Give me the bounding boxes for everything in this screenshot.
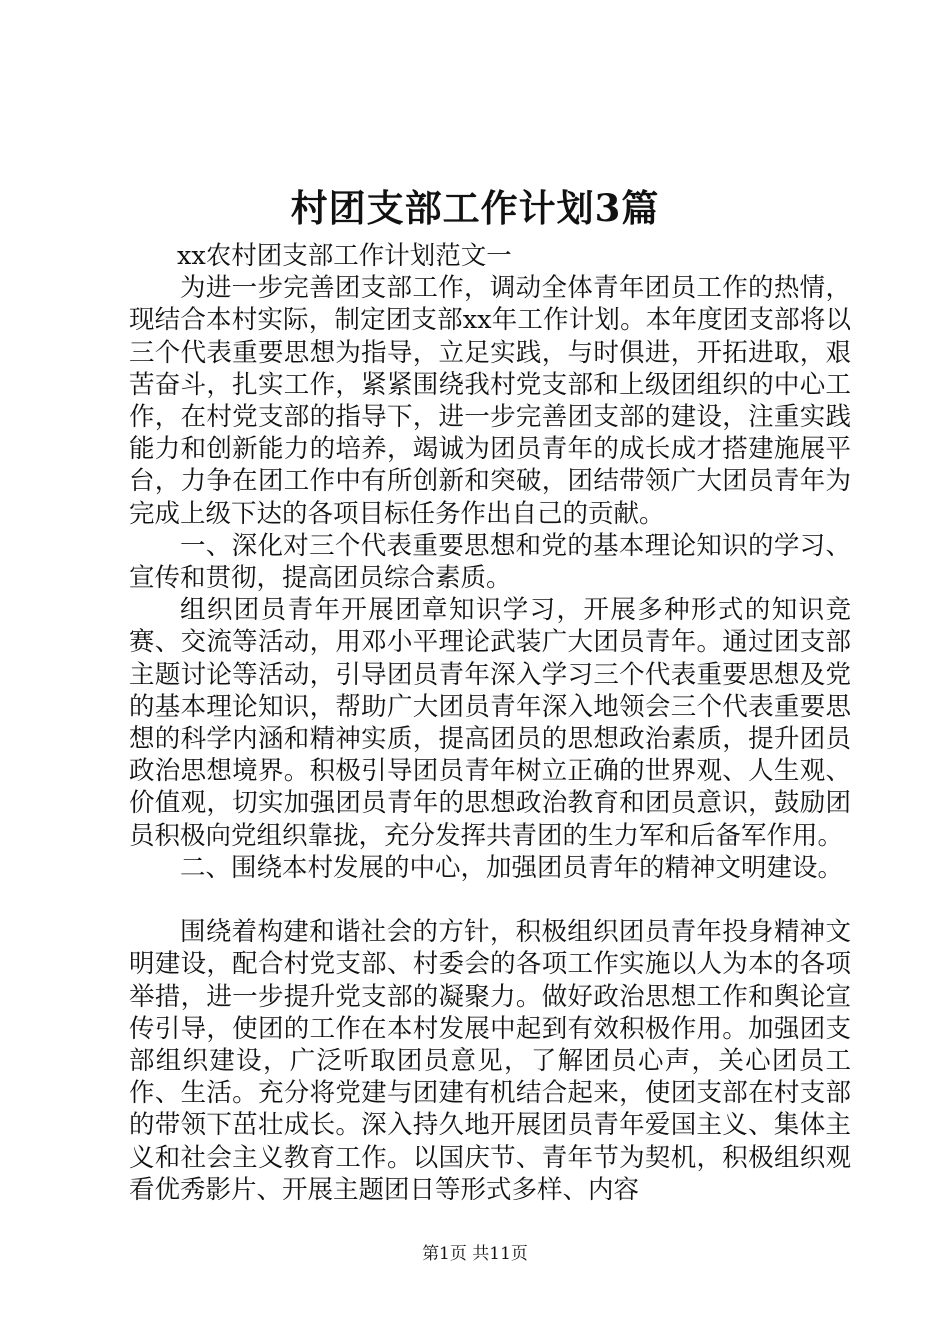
document-subtitle: xx农村团支部工作计划范文一 [177, 241, 512, 271]
paragraph-section-2: 围绕着构建和谐社会的方针，积极组织团员青年投身精神文明建设，配合村党支部、村委会的各项工作实施以人为本的各项举措，进一步提升党支部的凝聚力。做好政治思想工作和舆论宣传引导，使团的工作在本村发展中起到有效积极作用。加强团支部组织建设，广泛听取团员意见，了解团员心声，关心团员工作、生活。充分将党建与团建有机结合起来，使团支部在村支部的带领下茁壮成长。深入持久地开展团员青年爱国主义、集体主义和社会主义教育工作。以国庆节、青年节为契机，积极组织观看优秀影片、开展主题团日等形式多样、内容 [129, 917, 851, 1205]
paragraph-spacer [129, 884, 851, 916]
section-heading-1: 一、深化对三个代表重要思想和党的基本理论知识的学习、宣传和贯彻，提高团员综合素质。 [129, 530, 851, 594]
section-heading-2: 二、围绕本村发展的中心，加强团员青年的精神文明建设。 [180, 852, 844, 883]
document-body [129, 240, 851, 1206]
paragraph-section-1: 组织团员青年开展团章知识学习，开展多种形式的知识竞赛、交流等活动，用邓小平理论武装广大团员青年。通过团支部主题讨论等活动，引导团员青年深入学习三个代表重要思想及党的基本理论知识，帮助广大团员青年深入地领会三个代表重要思想的科学内涵和精神实质，提高团员的思想政治素质，提升团员政治思想境界。积极引导团员青年树立正确的世界观、人生观、价值观，切实加强团员青年的思想政治教育和团员意识，鼓励团员积极向党组织靠拢，充分发挥共青团的生力军和后备军作用。 [129, 595, 851, 851]
paragraph-intro: 为进一步完善团支部工作，调动全体青年团员工作的热情，现结合本村实际，制定团支部xx年工作计划。本年度团支部将以三个代表重要思想为指导，立足实践，与时俱进，开拓进取，艰苦奋斗，扎实工作，紧紧围绕我村党支部和上级团组织的中心工作，在村党支部的指导下，进一步完善团支部的建设，注重实践能力和创新能力的培养，竭诚为团员青年的成长成才搭建施展平台，力争在团工作中有所创新和突破，团结带领广大团员青年为完成上级下达的各项目标任务作出自己的贡献。 [129, 273, 851, 529]
document-title: 村团支部工作计划3篇 [290, 186, 660, 230]
page-number-footer: 第1页 共11页 [422, 1244, 528, 1264]
